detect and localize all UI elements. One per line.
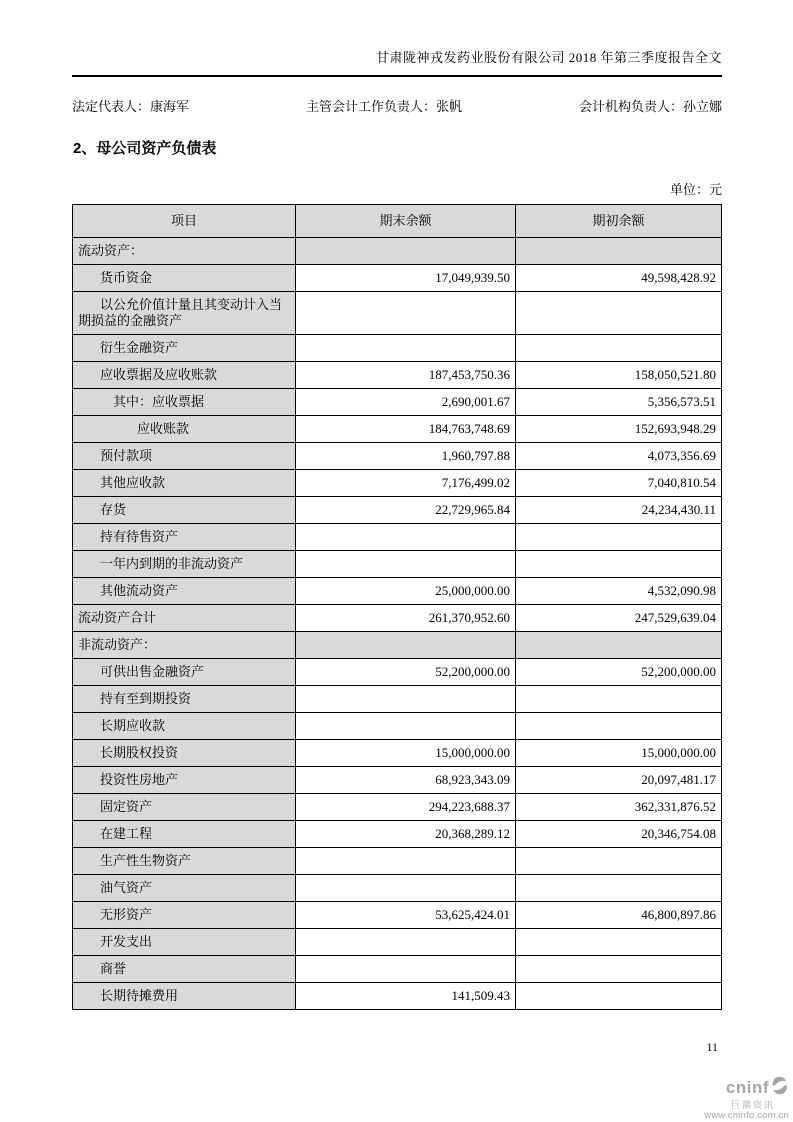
row-label-cell: 非流动资产： (73, 632, 296, 659)
end-balance-cell (296, 713, 516, 740)
table-row (73, 767, 722, 794)
row-label-cell: 其他流动资产 (73, 578, 296, 605)
row-label-cell: 商誉 (73, 956, 296, 983)
begin-balance-cell (516, 686, 722, 713)
end-balance-cell: 17,049,939.50 (296, 265, 516, 292)
begin-balance-cell: 7,040,810.54 (516, 470, 722, 497)
begin-balance-cell (516, 956, 722, 983)
end-balance-cell: 294,223,688.37 (296, 794, 516, 821)
table-row (73, 713, 722, 740)
table-row (73, 443, 722, 470)
end-balance-cell: 53,625,424.01 (296, 902, 516, 929)
balance-sheet-table (72, 204, 722, 1010)
begin-balance-cell: 362,331,876.52 (516, 794, 722, 821)
row-label-cell: 可供出售金融资产 (73, 659, 296, 686)
table-row (73, 551, 722, 578)
row-label-cell: 衍生金融资产 (73, 335, 296, 362)
begin-balance-cell (516, 929, 722, 956)
begin-balance-cell: 5,356,573.51 (516, 389, 722, 416)
section-title: 2、母公司资产负债表 (73, 140, 217, 157)
row-label-cell: 长期股权投资 (73, 740, 296, 767)
end-balance-cell: 2,690,001.67 (296, 389, 516, 416)
table-row (73, 848, 722, 875)
table-row (73, 686, 722, 713)
table-row (73, 292, 722, 335)
column-header-beginning-balance: 期初余额 (516, 205, 722, 238)
table-row (73, 416, 722, 443)
begin-balance-cell: 52,200,000.00 (516, 659, 722, 686)
table-row (73, 956, 722, 983)
table-row (73, 578, 722, 605)
begin-balance-cell: 247,529,639.04 (516, 605, 722, 632)
column-header-item: 项目 (73, 205, 296, 238)
row-label-cell: 流动资产合计 (73, 605, 296, 632)
table-row (73, 902, 722, 929)
cninfo-logo-text: cninf (725, 1077, 769, 1097)
table-row (73, 740, 722, 767)
balance-sheet-body (73, 238, 722, 1010)
begin-balance-cell: 46,800,897.86 (516, 902, 722, 929)
begin-balance-cell: 20,346,754.08 (516, 821, 722, 848)
begin-balance-cell: 158,050,521.80 (516, 362, 722, 389)
row-label-cell: 其他应收款 (73, 470, 296, 497)
unit-label: 单位：元 (669, 182, 722, 197)
end-balance-cell (296, 875, 516, 902)
begin-balance-cell: 15,000,000.00 (516, 740, 722, 767)
begin-balance-cell: 4,532,090.98 (516, 578, 722, 605)
row-label-cell: 长期应收款 (73, 713, 296, 740)
end-balance-cell: 7,176,499.02 (296, 470, 516, 497)
row-label-cell: 一年内到期的非流动资产 (73, 551, 296, 578)
row-label-cell: 以公允价值计量且其变动计入当期损益的金融资产 (73, 292, 296, 335)
row-label-cell: 存货 (73, 497, 296, 524)
end-balance-cell: 20,368,289.12 (296, 821, 516, 848)
begin-balance-cell: 20,097,481.17 (516, 767, 722, 794)
legal-representative: 法定代表人：康海军 (72, 99, 190, 114)
table-row (73, 335, 722, 362)
begin-balance-cell (516, 713, 722, 740)
row-label-cell: 应收账款 (73, 416, 296, 443)
end-balance-cell (296, 551, 516, 578)
page-number: 11 (706, 1040, 718, 1054)
table-row (73, 794, 722, 821)
end-balance-cell: 1,960,797.88 (296, 443, 516, 470)
accounting-supervisor: 主管会计工作负责人：张帆 (305, 99, 462, 114)
end-balance-cell (296, 238, 516, 265)
begin-balance-cell (516, 551, 722, 578)
table-row (73, 983, 722, 1010)
end-balance-cell: 52,200,000.00 (296, 659, 516, 686)
row-label-cell: 投资性房地产 (73, 767, 296, 794)
table-row (73, 362, 722, 389)
end-balance-cell (296, 956, 516, 983)
row-label-cell: 固定资产 (73, 794, 296, 821)
row-label-cell: 货币资金 (73, 265, 296, 292)
end-balance-cell (296, 848, 516, 875)
end-balance-cell (296, 632, 516, 659)
row-label-cell: 开发支出 (73, 929, 296, 956)
accounting-head: 会计机构负责人：孙立娜 (578, 99, 722, 114)
end-balance-cell (296, 929, 516, 956)
row-label-cell: 长期待摊费用 (73, 983, 296, 1010)
document-header (72, 47, 722, 77)
end-balance-cell: 187,453,750.36 (296, 362, 516, 389)
table-row (73, 524, 722, 551)
row-label-cell: 流动资产： (73, 238, 296, 265)
table-row (73, 238, 722, 265)
end-balance-cell: 261,370,952.60 (296, 605, 516, 632)
end-balance-cell: 68,923,343.09 (296, 767, 516, 794)
cninfo-swirl-icon (770, 1076, 789, 1100)
end-balance-cell (296, 335, 516, 362)
end-balance-cell (296, 292, 516, 335)
table-row (73, 389, 722, 416)
end-balance-cell (296, 524, 516, 551)
report-title: 甘肃陇神戎发药业股份有限公司 2018 年第三季度报告全文 (375, 50, 722, 65)
row-label-cell: 持有至到期投资 (73, 686, 296, 713)
row-label-cell: 持有待售资产 (73, 524, 296, 551)
end-balance-cell: 184,763,748.69 (296, 416, 516, 443)
end-balance-cell: 15,000,000.00 (296, 740, 516, 767)
begin-balance-cell: 49,598,428.92 (516, 265, 722, 292)
begin-balance-cell (516, 238, 722, 265)
table-row (73, 470, 722, 497)
row-label-cell: 应收票据及应收账款 (73, 362, 296, 389)
begin-balance-cell (516, 983, 722, 1010)
begin-balance-cell: 152,693,948.29 (516, 416, 722, 443)
row-label-cell: 油气资产 (73, 875, 296, 902)
begin-balance-cell: 24,234,430.11 (516, 497, 722, 524)
row-label-cell: 生产性生物资产 (73, 848, 296, 875)
signatories-row (72, 96, 722, 115)
cninfo-logo (679, 1076, 789, 1121)
column-header-ending-balance: 期末余额 (296, 205, 516, 238)
begin-balance-cell (516, 848, 722, 875)
begin-balance-cell (516, 524, 722, 551)
end-balance-cell (296, 686, 516, 713)
table-row (73, 265, 722, 292)
table-row (73, 821, 722, 848)
table-row (73, 632, 722, 659)
end-balance-cell: 22,729,965.84 (296, 497, 516, 524)
begin-balance-cell (516, 335, 722, 362)
begin-balance-cell: 4,073,356.69 (516, 443, 722, 470)
table-row (73, 497, 722, 524)
row-label-cell: 无形资产 (73, 902, 296, 929)
begin-balance-cell (516, 632, 722, 659)
cninfo-logo-subtitle: 巨潮资讯 (730, 1099, 775, 1110)
row-label-cell: 其中：应收票据 (73, 389, 296, 416)
table-row (73, 929, 722, 956)
cninfo-logo-url: www.cninfo.com.cn (704, 1110, 789, 1122)
row-label-cell: 在建工程 (73, 821, 296, 848)
begin-balance-cell (516, 875, 722, 902)
end-balance-cell: 141,509.43 (296, 983, 516, 1010)
table-row (73, 659, 722, 686)
table-row (73, 875, 722, 902)
row-label-cell: 预付款项 (73, 443, 296, 470)
cninfo-logo-row (679, 1076, 789, 1100)
table-row (73, 605, 722, 632)
table-header-row (73, 205, 722, 238)
end-balance-cell: 25,000,000.00 (296, 578, 516, 605)
begin-balance-cell (516, 292, 722, 335)
